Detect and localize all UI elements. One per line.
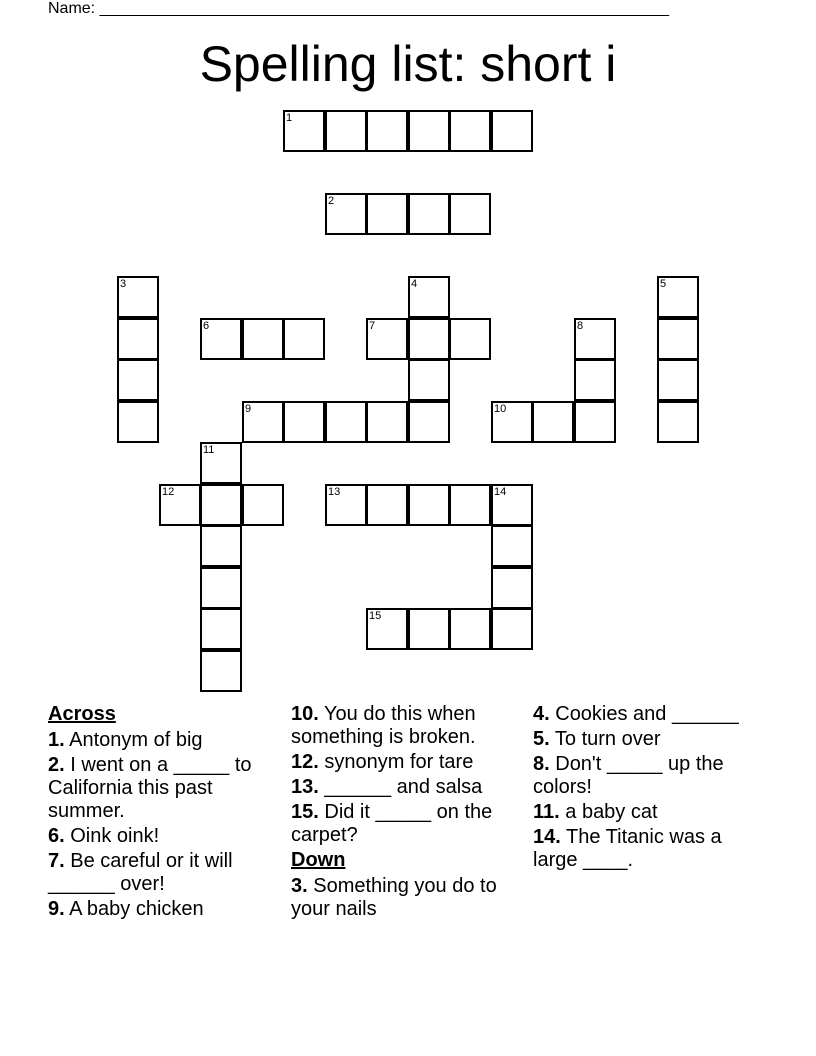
grid-cell[interactable]	[200, 608, 242, 650]
grid-cell[interactable]	[532, 401, 574, 443]
grid-cell[interactable]	[449, 484, 491, 526]
grid-cell[interactable]	[491, 484, 533, 526]
cell-number: 2	[328, 195, 335, 207]
clue-text: Cookies and ______	[549, 703, 739, 725]
grid-cell[interactable]	[657, 276, 699, 318]
grid-cell[interactable]	[325, 110, 367, 152]
grid-cell[interactable]	[200, 442, 242, 484]
grid-cell[interactable]	[325, 193, 367, 235]
cell-number: 11	[203, 444, 215, 456]
clue-down-14	[533, 826, 753, 872]
grid-cell[interactable]	[242, 318, 284, 360]
grid-cell[interactable]	[242, 484, 284, 526]
grid-cell[interactable]	[449, 110, 491, 152]
cell-number: 1	[286, 112, 293, 124]
clue-number: 3.	[291, 875, 308, 897]
grid-cell[interactable]	[117, 359, 159, 401]
cell-number: 9	[245, 403, 252, 415]
cell-number: 13	[328, 486, 341, 498]
grid-cell[interactable]	[200, 650, 242, 692]
cell-number: 14	[494, 486, 507, 498]
grid-cell[interactable]	[242, 401, 284, 443]
grid-cell[interactable]	[657, 318, 699, 360]
clue-number: 7.	[48, 850, 65, 872]
clue-down-8	[533, 753, 753, 799]
grid-cell[interactable]	[200, 318, 242, 360]
clue-text: Don't _____ up the colors!	[533, 753, 724, 798]
clue-text: synonym for tare	[318, 751, 474, 773]
clue-column-1	[48, 703, 268, 923]
grid-cell[interactable]	[283, 401, 325, 443]
clue-number: 2.	[48, 754, 65, 776]
clue-across-9	[48, 898, 268, 921]
grid-cell[interactable]	[117, 401, 159, 443]
clue-text: You do this when something is broken.	[291, 703, 476, 748]
clue-across-15	[291, 801, 511, 847]
grid-cell[interactable]	[325, 401, 367, 443]
grid-cell[interactable]	[574, 318, 616, 360]
clue-text: A baby chicken	[64, 898, 204, 920]
grid-cell[interactable]	[366, 193, 408, 235]
cell-number: 8	[577, 320, 584, 332]
grid-cell[interactable]	[491, 401, 533, 443]
grid-cell[interactable]	[449, 193, 491, 235]
clue-across-2	[48, 754, 268, 823]
clue-number: 1.	[48, 729, 65, 751]
clue-down-3	[291, 875, 511, 921]
cell-number: 4	[411, 278, 418, 290]
grid-cell[interactable]	[574, 401, 616, 443]
clue-number: 15.	[291, 801, 319, 823]
grid-cell[interactable]	[491, 110, 533, 152]
cell-number: 7	[369, 320, 376, 332]
clue-text: To turn over	[549, 728, 661, 750]
name-field-label: Name: ________________________________________________________________	[48, 0, 670, 17]
clue-number: 11.	[533, 801, 560, 823]
cell-number: 5	[660, 278, 667, 290]
grid-cell[interactable]	[408, 401, 450, 443]
clue-text: The Titanic was a large ____.	[533, 826, 722, 871]
clue-down-11	[533, 801, 753, 824]
clue-number: 6.	[48, 825, 65, 847]
grid-cell[interactable]	[491, 525, 533, 567]
clue-text: Something you do to your nails	[291, 875, 497, 920]
grid-cell[interactable]	[366, 401, 408, 443]
cell-number: 12	[162, 486, 175, 498]
grid-cell[interactable]	[408, 110, 450, 152]
grid-cell[interactable]	[366, 318, 408, 360]
grid-cell[interactable]	[574, 359, 616, 401]
grid-cell[interactable]	[449, 608, 491, 650]
clue-across-12	[291, 751, 511, 774]
grid-cell[interactable]	[408, 359, 450, 401]
grid-cell[interactable]	[200, 525, 242, 567]
grid-cell[interactable]	[491, 608, 533, 650]
clue-column-2	[291, 703, 511, 923]
clue-number: 12.	[291, 751, 319, 773]
grid-cell[interactable]	[366, 484, 408, 526]
grid-cell[interactable]	[657, 359, 699, 401]
grid-cell[interactable]	[283, 318, 325, 360]
clue-number: 8.	[533, 753, 550, 775]
clue-text: Antonym of big	[64, 729, 203, 751]
clue-text: ______ and salsa	[318, 776, 483, 798]
clue-down-5	[533, 728, 753, 751]
clue-number: 14.	[533, 826, 561, 848]
clue-across-1	[48, 729, 268, 752]
clue-number: 5.	[533, 728, 550, 750]
grid-cell[interactable]	[491, 567, 533, 609]
clue-text: Be careful or it will ______ over!	[48, 850, 233, 895]
down-heading: Down	[291, 849, 346, 871]
clue-text: Oink oink!	[64, 825, 160, 847]
grid-cell[interactable]	[449, 318, 491, 360]
clue-text: a baby cat	[559, 801, 658, 823]
cell-number: 3	[120, 278, 127, 290]
clue-number: 10.	[291, 703, 319, 725]
grid-cell[interactable]	[283, 110, 325, 152]
clue-across-6	[48, 825, 268, 848]
grid-cell[interactable]	[657, 401, 699, 443]
clue-text: Did it _____ on the carpet?	[291, 801, 493, 846]
grid-cell[interactable]	[200, 484, 242, 526]
grid-cell[interactable]	[408, 193, 450, 235]
clue-across-10	[291, 703, 511, 749]
grid-cell[interactable]	[408, 318, 450, 360]
page-title: Spelling list: short i	[199, 36, 617, 92]
grid-cell[interactable]	[200, 567, 242, 609]
clue-number: 4.	[533, 703, 550, 725]
grid-cell[interactable]	[408, 484, 450, 526]
clue-across-7	[48, 850, 268, 896]
across-heading: Across	[48, 703, 116, 725]
clue-text: I went on a _____ to California this past summer.	[48, 754, 252, 822]
cell-number: 15	[369, 610, 382, 622]
clue-across-13	[291, 776, 511, 799]
grid-cell[interactable]	[159, 484, 201, 526]
cell-number: 6	[203, 320, 210, 332]
grid-cell[interactable]	[325, 484, 367, 526]
clue-down-4	[533, 703, 753, 726]
cell-number: 10	[494, 403, 507, 415]
grid-cell[interactable]	[117, 318, 159, 360]
grid-cell[interactable]	[408, 276, 450, 318]
clue-number: 9.	[48, 898, 65, 920]
grid-cell[interactable]	[408, 608, 450, 650]
clue-column-3	[533, 703, 753, 874]
clue-number: 13.	[291, 776, 319, 798]
grid-cell[interactable]	[366, 608, 408, 650]
grid-cell[interactable]	[366, 110, 408, 152]
grid-cell[interactable]	[117, 276, 159, 318]
